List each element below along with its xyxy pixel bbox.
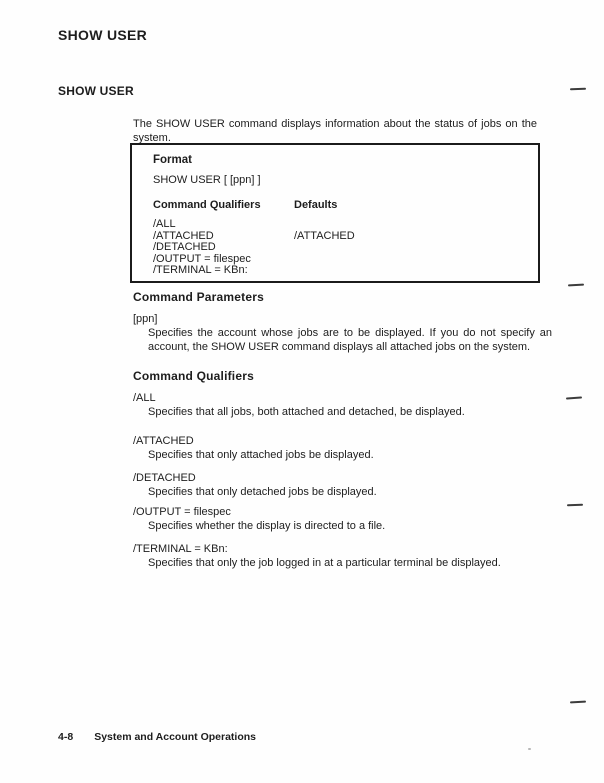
qualifier-description: Specifies that all jobs, both attached and detached, be displayed.	[148, 406, 465, 418]
column-header-defaults: Defaults	[294, 199, 338, 211]
qualifier-description: Specifies that only detached jobs be displayed.	[148, 486, 377, 498]
qualifier-name: /ATTACHED	[153, 229, 214, 242]
column-header-qualifiers: Command Qualifiers	[153, 199, 261, 211]
qualifier-name: /DETACHED	[153, 241, 216, 253]
command-syntax: SHOW USER [ [ppn] ]	[153, 174, 261, 186]
page-footer	[58, 731, 256, 743]
format-box-title: Format	[153, 154, 192, 166]
qualifier-term: /DETACHED	[133, 472, 196, 484]
qualifier-default	[294, 265, 528, 277]
format-box-column-headers	[153, 199, 528, 211]
page-number: 4-8	[58, 731, 74, 743]
qualifier-default	[294, 242, 528, 254]
parameter-term: [ppn]	[133, 313, 158, 325]
edge-mark	[570, 88, 586, 91]
section-title: SHOW USER	[58, 84, 134, 98]
edge-mark	[568, 284, 584, 287]
parameter-description: Specifies the account whose jobs are to be displayed. If you do not specify an account, the SHOW USER command displays all attached jobs on the system.	[148, 327, 552, 353]
qualifier-row	[153, 242, 528, 254]
edge-mark	[567, 504, 583, 507]
footer-title: System and Account Operations	[94, 731, 256, 743]
qualifier-name: /OUTPUT = filespec	[153, 252, 251, 265]
qualifier-description: Specifies that only the job logged in at a particular terminal be displayed.	[148, 557, 501, 569]
qualifier-default: /ATTACHED	[294, 229, 355, 242]
qualifier-row	[153, 219, 528, 231]
edge-mark	[570, 701, 586, 704]
scan-speck	[528, 748, 531, 750]
qualifier-row	[153, 265, 528, 277]
qualifier-term: /ATTACHED	[133, 435, 194, 447]
qualifier-term: /ALL	[133, 392, 156, 404]
qualifier-default	[294, 254, 528, 266]
running-header: SHOW USER	[58, 27, 148, 43]
qualifier-description: Specifies whether the display is directed to a file.	[148, 520, 386, 532]
qualifier-name: /TERMINAL = KBn:	[153, 264, 248, 276]
qualifier-term: /OUTPUT = filespec	[133, 506, 231, 518]
command-parameters-heading: Command Parameters	[133, 290, 264, 304]
format-box-rows	[153, 219, 528, 277]
qualifier-description: Specifies that only attached jobs be displayed.	[148, 449, 374, 461]
qualifier-term: /TERMINAL = KBn:	[133, 543, 228, 555]
format-box	[130, 143, 540, 283]
intro-paragraph: The SHOW USER command displays information about the status of jobs on the system.	[133, 118, 537, 144]
qualifier-name: /ALL	[153, 218, 176, 230]
qualifier-default	[294, 219, 528, 231]
edge-mark	[566, 396, 582, 399]
command-qualifiers-heading: Command Qualifiers	[133, 369, 254, 383]
